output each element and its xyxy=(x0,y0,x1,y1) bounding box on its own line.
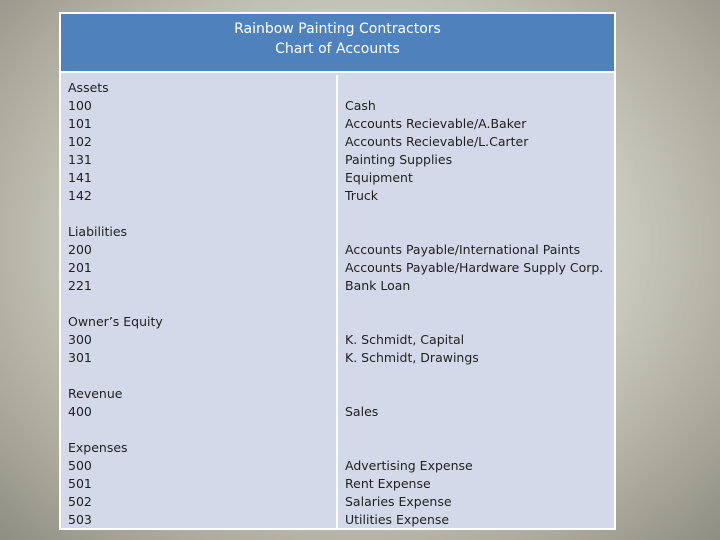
account-name: K. Schmidt, Capital xyxy=(345,332,465,347)
account-name: Bank Loan xyxy=(345,278,411,293)
account-names-column xyxy=(345,79,603,529)
account-code: 502 xyxy=(68,494,92,509)
section-heading-revenue: Revenue xyxy=(68,386,123,401)
account-name: Sales xyxy=(345,404,379,419)
account-name: Utilities Expense xyxy=(345,512,450,527)
account-name: Accounts Payable/International Paints xyxy=(345,242,581,257)
company-title: Rainbow Painting Contractors xyxy=(234,21,441,37)
account-code: 300 xyxy=(68,332,92,347)
section-heading-owners-equity: Owner’s Equity xyxy=(68,314,163,329)
account-name: Cash xyxy=(345,98,376,113)
account-code: 102 xyxy=(68,134,92,149)
account-code: 101 xyxy=(68,116,92,131)
account-codes-column xyxy=(68,79,163,529)
account-name: Equipment xyxy=(345,170,413,185)
account-code: 141 xyxy=(68,170,92,185)
account-code: 131 xyxy=(68,152,92,167)
account-code: 400 xyxy=(68,404,92,419)
section-heading-assets: Assets xyxy=(68,80,109,95)
section-heading-liabilities: Liabilities xyxy=(68,224,128,239)
account-code: 201 xyxy=(68,260,92,275)
account-code: 200 xyxy=(68,242,92,257)
account-code: 221 xyxy=(68,278,92,293)
account-name: Accounts Recievable/A.Baker xyxy=(345,116,527,131)
section-heading-expenses: Expenses xyxy=(68,440,128,455)
account-name: Salaries Expense xyxy=(345,494,452,509)
table-header xyxy=(61,14,614,73)
account-code: 301 xyxy=(68,350,92,365)
chart-of-accounts-table xyxy=(59,12,616,530)
account-name: Rent Expense xyxy=(345,476,431,491)
account-name: Accounts Payable/Hardware Supply Corp. xyxy=(345,260,604,275)
account-code: 503 xyxy=(68,512,92,527)
account-code: 142 xyxy=(68,188,92,203)
account-code: 100 xyxy=(68,98,92,113)
account-code: 500 xyxy=(68,458,92,473)
account-name: Painting Supplies xyxy=(345,152,453,167)
account-code: 501 xyxy=(68,476,92,491)
account-name: Accounts Recievable/L.Carter xyxy=(345,134,529,149)
document-subtitle: Chart of Accounts xyxy=(275,41,400,57)
account-name: K. Schmidt, Drawings xyxy=(345,350,479,365)
column-divider xyxy=(336,75,338,528)
account-name: Advertising Expense xyxy=(345,458,473,473)
account-name: Truck xyxy=(345,188,378,203)
